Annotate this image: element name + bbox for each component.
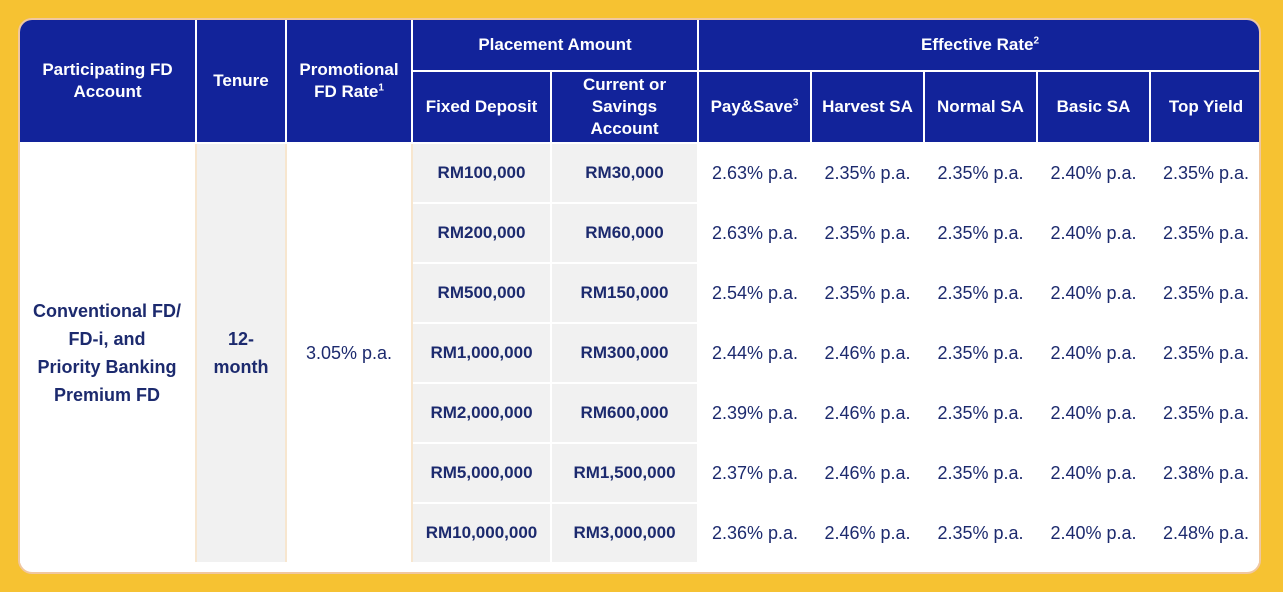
rate-harvest-sa: 2.35% p.a.: [811, 263, 924, 323]
header-top-yield: Top Yield: [1150, 71, 1261, 143]
rate-normal-sa: 2.35% p.a.: [924, 143, 1037, 203]
rate-basic-sa: 2.40% p.a.: [1037, 323, 1150, 383]
table-row: [19, 143, 1261, 203]
casa-amount: RM600,000: [551, 383, 698, 443]
casa-amount: RM300,000: [551, 323, 698, 383]
rate-harvest-sa: 2.35% p.a.: [811, 143, 924, 203]
header-harvest-sa: Harvest SA: [811, 71, 924, 143]
rate-basic-sa: 2.40% p.a.: [1037, 443, 1150, 503]
rate-top-yield: 2.35% p.a.: [1150, 383, 1261, 443]
rate-payandsave: 2.37% p.a.: [698, 443, 811, 503]
casa-amount: RM30,000: [551, 143, 698, 203]
rate-basic-sa: 2.40% p.a.: [1037, 203, 1150, 263]
casa-amount: RM60,000: [551, 203, 698, 263]
rate-payandsave: 2.36% p.a.: [698, 503, 811, 563]
header-payandsave: Pay&Save$^3$: [698, 71, 811, 143]
rate-normal-sa: 2.35% p.a.: [924, 203, 1037, 263]
rate-basic-sa: 2.40% p.a.: [1037, 503, 1150, 563]
fd-amount: RM500,000: [412, 263, 551, 323]
footnote-1: 1: [378, 82, 384, 94]
rate-harvest-sa: 2.46% p.a.: [811, 503, 924, 563]
header-tenure: Tenure: [196, 19, 286, 143]
header-current-savings: Current or Savings Account: [551, 71, 698, 143]
rate-basic-sa: 2.40% p.a.: [1037, 143, 1150, 203]
rate-top-yield: 2.35% p.a.: [1150, 143, 1261, 203]
casa-amount: RM150,000: [551, 263, 698, 323]
rate-normal-sa: 2.35% p.a.: [924, 383, 1037, 443]
rates-table-card: [18, 18, 1261, 574]
rate-normal-sa: 2.35% p.a.: [924, 443, 1037, 503]
rate-basic-sa: 2.40% p.a.: [1037, 383, 1150, 443]
rate-normal-sa: 2.35% p.a.: [924, 263, 1037, 323]
fd-amount: RM200,000: [412, 203, 551, 263]
rate-payandsave: 2.63% p.a.: [698, 143, 811, 203]
casa-amount: RM3,000,000: [551, 503, 698, 563]
rate-payandsave: 2.54% p.a.: [698, 263, 811, 323]
account-cell: Conventional FD/ FD-i, and Priority Banking Premium FD: [19, 143, 196, 563]
rate-top-yield: 2.35% p.a.: [1150, 203, 1261, 263]
fd-rates-table: [18, 18, 1261, 564]
rate-normal-sa: 2.35% p.a.: [924, 323, 1037, 383]
fd-amount: RM5,000,000: [412, 443, 551, 503]
footnote-3: 3: [792, 97, 799, 109]
header-normal-sa: Normal SA: [924, 71, 1037, 143]
fd-amount: RM2,000,000: [412, 383, 551, 443]
rate-top-yield: 2.48% p.a.: [1150, 503, 1261, 563]
header-placement-amount: Placement Amount: [412, 19, 698, 71]
promo-rate-cell: 3.05% p.a.: [286, 143, 412, 563]
header-promo-rate: Promotional FD Rate$^1$: [286, 19, 412, 143]
header-effective-rate: Effective Rate$^2$: [698, 19, 1261, 71]
fd-amount: RM10,000,000: [412, 503, 551, 563]
fd-amount: RM1,000,000: [412, 323, 551, 383]
header-participating: Participating FD Account: [19, 19, 196, 143]
fd-amount: RM100,000: [412, 143, 551, 203]
rate-normal-sa: 2.35% p.a.: [924, 503, 1037, 563]
rate-harvest-sa: 2.35% p.a.: [811, 203, 924, 263]
rate-payandsave: 2.39% p.a.: [698, 383, 811, 443]
rate-harvest-sa: 2.46% p.a.: [811, 383, 924, 443]
header-row-1: [19, 19, 1261, 71]
footnote-2: 2: [1033, 35, 1040, 47]
rate-top-yield: 2.35% p.a.: [1150, 323, 1261, 383]
rate-payandsave: 2.63% p.a.: [698, 203, 811, 263]
header-basic-sa: Basic SA: [1037, 71, 1150, 143]
rate-basic-sa: 2.40% p.a.: [1037, 263, 1150, 323]
casa-amount: RM1,500,000: [551, 443, 698, 503]
rate-top-yield: 2.35% p.a.: [1150, 263, 1261, 323]
rate-payandsave: 2.44% p.a.: [698, 323, 811, 383]
rate-harvest-sa: 2.46% p.a.: [811, 323, 924, 383]
rate-harvest-sa: 2.46% p.a.: [811, 443, 924, 503]
tenure-cell: 12- month: [196, 143, 286, 563]
rate-top-yield: 2.38% p.a.: [1150, 443, 1261, 503]
header-fixed-deposit: Fixed Deposit: [412, 71, 551, 143]
